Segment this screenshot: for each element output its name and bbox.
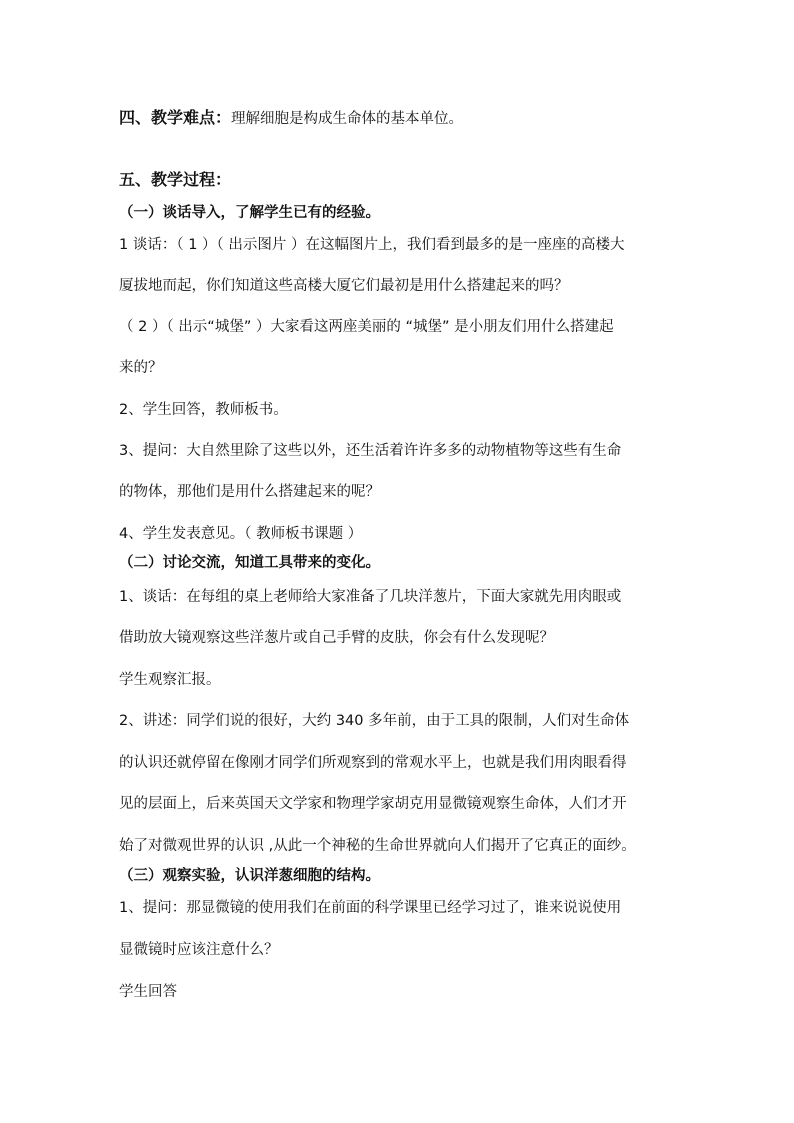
part1-heading: （一）谈话导入，了解学生已有的经验。 [119,205,380,221]
part1-line: 的物体，那他们是用什么搭建起来的呢？ [119,484,380,500]
part1-line: 来的？ [119,360,163,376]
difficulty-heading: 四、教学难点： [119,108,232,127]
part2-line: 见的层面上，后来英国天文学家和物理学家胡克用显微镜观察生命体，人们才开 [119,796,627,812]
part1-line: 厦拔地而起，你们知道这些高楼大厦它们最初是用什么搭建起来的吗？ [119,278,569,294]
part3-line: 学生回答 [119,984,177,1000]
part2-line: 的认识还就停留在像刚才同学们所观察到的常观水平上，也就是我们用肉眼看得 [119,755,627,771]
part2-line: 学生观察汇报。 [119,672,221,688]
part2-line: 始了对微观世界的认识 ,从此一个神秘的生命世界就向人们揭开了它真正的面纱。 [119,838,636,854]
part3-line: 显微镜时应该注意什么？ [119,942,279,958]
part2-line: 2、讲述：同学们说的很好，大约 340 多年前，由于工具的限制，人们对生命体 [119,713,630,729]
process-heading: 五、教学过程： [119,170,232,189]
part2-heading: （二）讨论交流，知道工具带来的变化。 [119,555,380,571]
part1-line: 4、学生发表意见。（ 教师板书课题 ） [119,526,363,542]
part1-line: 3、提问：大自然里除了这些以外，还生活着许许多多的动物植物等这些有生命 [119,443,622,459]
part1-line: 1 谈话：（ 1 ）（ 出示图片 ）在这幅图片上，我们看到最多的是一座座的高楼大 [119,237,625,253]
part2-line: 借助放大镜观察这些洋葱片或自己手臂的皮肤，你会有什么发现呢？ [119,630,554,646]
part1-line: （ 2 ）（ 出示“城堡” ）大家看这两座美丽的 “城堡” 是小朋友们用什么搭建起 [119,319,614,335]
part1-line: 2、学生回答，教师板书。 [119,402,288,418]
part3-line: 1、提问：那显微镜的使用我们在前面的科学课里已经学习过了，谁来说说使用 [119,900,622,916]
part2-line: 1、谈话：在每组的桌上老师给大家准备了几块洋葱片，下面大家就先用肉眼或 [119,589,622,605]
difficulty-line [119,108,463,129]
difficulty-text: 理解细胞是构成生命体的基本单位。 [231,111,464,127]
part3-heading: （三）观察实验，认识洋葱细胞的结构。 [119,868,380,884]
